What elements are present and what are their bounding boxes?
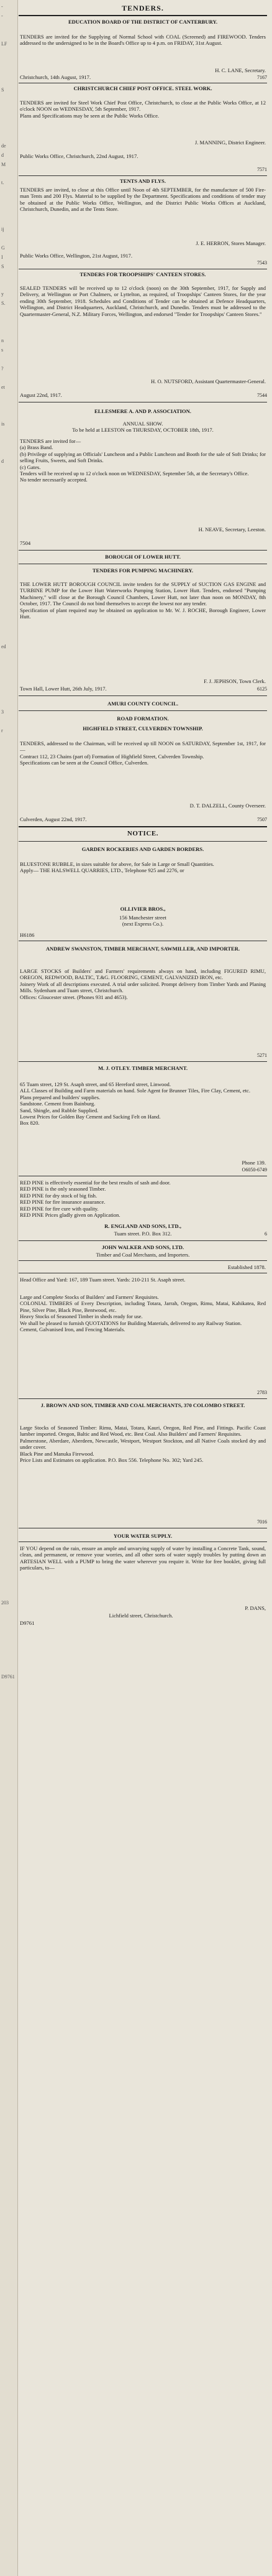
ad-ref-chief-post-office: 7571 — [257, 167, 267, 172]
edge-fragment: is — [1, 421, 5, 427]
ad-body-brown: Large Stocks of Seasoned Timber: Rimu, Matai, Totara, Kauri, Oregon, Red Pine, and Fittings. Pacific Coast lumber imported. Oregon, Baltic and Red Wood, etc. Best Coal. Also Builders' and Farmers' Requisites. Palmerstone, Aberdare, Aberdeen, Newcastle, Westport, Westport Stockton, and all Native Coals stocked dry and under cover. Black Pine and Manuka Firewood. Price Lists and Estimates on application. P.O. Box 556. Telephone No. 302; Yard 245. — [20, 1425, 266, 1464]
edge-fragment: ? — [1, 366, 4, 371]
edge-fragment: S — [1, 87, 4, 93]
ad-body-red-pine: RED PINE is effectively essential for the best results of sash and door. RED PINE is the only seasoned Timber. RED PINE for dry stock of big fish. RED PINE for fire insurance assurance. RED PINE for fire cure with quality. RED PINE Prices gladly given on Application. — [20, 1179, 171, 1219]
edge-fragment: S. — [1, 300, 6, 306]
ad-ref-canteen: 7544 — [257, 393, 267, 398]
ad-signature-lower-hutt: F. J. JEPHSON, Town Clerk. — [204, 678, 266, 684]
edge-fragment: et — [1, 384, 5, 390]
ad-body-swanston: LARGE STOCKS of Builders' and Farmers' requirements always on hand, including FIGURED RIMU, OREGON, REDWOOD, BALTIC, T.&G. FLOORING, CEMENT, GALVANIZED IRON, etc. Joinery Work of all descriptions executed. A trial order solicited. Prompt delivery from Timber Yards and Planing Mills. Sydenham and Tuam street, Christchurch. Offices: Gloucester street. (Phones 931 and 4653). — [20, 968, 266, 1000]
divider — [19, 15, 267, 16]
ad-body-tents: TENDERS are invited, to close at this Office until Noon of 4th SEPTEMBER, for the manufacture of 500 Fire-man Tents and 200 Flys. Material to be supplied by the Department. Specifications and conditions of tender may be obtained at the Public Works Office, Wellington, and the District Public Works Offices at Auckland, Christchurch, Dunedin, and at the Tents Store. — [20, 187, 266, 213]
edge-fragment: S — [1, 264, 4, 269]
ad-ref-brown: 7016 — [257, 1519, 267, 1525]
ad-title-waller: JOHN WALKER AND SONS, LTD. — [101, 1244, 184, 1250]
ad-title-notice: NOTICE. — [127, 830, 159, 837]
ad-ref-education-board: 7167 — [257, 75, 267, 80]
ad-head-office-waller: Head Office and Yard: 167, 189 Tuam street. Yards: 210-211 St. Asaph street. — [20, 1276, 186, 1283]
ad-date-amuri: Culverden, August 22nd, 1917. — [20, 816, 87, 822]
edge-fragment: de — [1, 143, 6, 149]
ad-signature-ellesmere: H. NEAVE, Secretary, Leeston. — [198, 526, 266, 532]
ad-title-water: YOUR WATER SUPPLY. — [113, 1533, 173, 1539]
ad-date-education-board: Christchurch, 14th August, 1917. — [20, 74, 91, 80]
ad-ref-water: D9761 — [20, 1620, 35, 1626]
divider — [19, 1240, 267, 1241]
divider — [19, 826, 267, 827]
ad-ref-england: 6 — [265, 1231, 267, 1237]
ad-signature-tents: J. E. HERRON, Stores Manager. — [196, 240, 266, 246]
ad-body-waller: Large and Complete Stocks of Builders' and Farmers' Requisites. COLONIAL TIMBERS of Every Description, including Totara, Jarrah, Oregon, Rimu, Matai, Kahikatea, Red Pine, Silver Pine, Black Pine, Bentwood, etc. Heavy Stocks of Seasoned Timber in sheds ready for use. We shall be pleased to furnish QUOTATIONS for Building Materials, delivered to any Railway Station. Cement, Galvanised Iron, and Fencing Materials. — [20, 1294, 266, 1333]
ad-subtitle-lower-hutt: TENDERS FOR PUMPING MACHINERY. — [92, 567, 194, 574]
ad-title-ollivier: OLLIVIER BROS., — [120, 906, 166, 912]
ad-title-swanston: ANDREW SWANSTON, TIMBER MERCHANT, SAWMILLER, AND IMPORTER. — [45, 946, 240, 952]
edge-fragment: n — [1, 338, 4, 343]
edge-fragment: LF — [1, 41, 7, 47]
ad-ref-tents: 7543 — [257, 260, 267, 266]
ad-signature-chief-post-office: J. MANNING, District Engineer. — [194, 139, 266, 146]
ad-signature-education-board: H. C. LANE, Secretary. — [215, 67, 266, 73]
ad-body-chief-post-office: TENDERS are invited for Steel Work Chief Post Office, Christchurch, to close at the Public Works Office, at 12 o'clock NOON on WEDNESDAY, 5th September, 1917. Plans and Specifications may be seen at the Public Works Office. — [20, 100, 266, 119]
divider — [19, 695, 267, 696]
ad-body-garden: BLUESTONE RUBBLE, in sizes suitable for above, for Sale in Large or Small Quantities. Apply— THE HALSWELL QUARRIES, LTD., Telephone 925 and 2276, or — [20, 861, 214, 874]
ad-body-england: Tuam street. P.O. Box 312. — [114, 1230, 172, 1237]
ad-body-otley: 65 Tuam street, 129 St. Asaph street, and 65 Hereford street, Linwood. ALL Classes of Building and Farm materials on hand. Sole Agent for Brunner Tiles, Fire Clay, Cement, etc. Plans prepared and builders' supplies. Sandstone. Cement from Bainburg. Sand, Shingle, and Rubble Supplied. Lowest Prices for Golden Bay Cement and Sacking Felt on Hand. Box 820. — [20, 1081, 250, 1127]
ad-title-otley: M. J. OTLEY. TIMBER MERCHANT. — [97, 1065, 188, 1071]
edge-fragment: d — [1, 458, 4, 464]
edge-fragment: ij — [1, 226, 4, 232]
ad-title-garden: GARDEN ROCKERIES AND GARDEN BORDERS. — [81, 846, 204, 852]
edge-fragment: D9761 — [1, 1674, 15, 1680]
edge-fragment: s — [1, 347, 4, 353]
edge-fragment: M — [1, 162, 6, 167]
ad-title-chief-post-office: CHRISTCHURCH CHIEF POST OFFICE. STEEL WORK. — [73, 85, 212, 91]
ad-established-waller: Established 1878. — [227, 1264, 266, 1270]
ad-subtitle2-amuri: HIGHFIELD STREET, CULVERDEN TOWNSHIP. — [83, 725, 203, 732]
ad-address-water: Lichfield street, Christchurch. — [109, 1612, 173, 1619]
edge-fragment: G — [1, 245, 5, 251]
ad-ref-ollivier: H6186 — [20, 932, 35, 938]
ad-body-canteen: SEALED TENDERS will be received up to 12 o'clock (noon) on the 30th September, 1917, for Supply and Delivery, at Wellington or Port Chalmers, or Lyttelton, as required, of Troopships' Canteen Stores, for the year ending 30th September, 1918. Schedules and Conditions of Tender can be obtained at Defence Headquarters, Wellington, and District Headquarters, Auckland, Christchurch, and Dunedin. Tenders must be addressed to the Quartermaster-General, N.Z. Military Forces, Wellington, and endorsed "Tender for Troopships' Canteen Stores." — [20, 285, 266, 317]
ad-date-canteen: August 22nd, 1917. — [20, 392, 62, 398]
divider — [19, 710, 267, 711]
ad-ref-lower-hutt: 6125 — [257, 686, 267, 692]
edge-fragment: d — [1, 152, 4, 158]
edge-fragment: y — [1, 291, 4, 297]
edge-fragment: t. — [1, 180, 4, 185]
ad-ref-ellesmere: 7504 — [20, 540, 31, 546]
divider — [19, 550, 267, 551]
ad-signature-water: P. DANS, — [245, 1605, 266, 1611]
section-heading-tenders: TENDERS. — [122, 4, 164, 12]
ad-title-tents: TENTS AND FLYS. — [120, 178, 166, 184]
divider — [19, 841, 267, 842]
ad-body-lower-hutt: THE LOWER HUTT BOROUGH COUNCIL invite tenders for the SUPPLY of SUCTION GAS ENGINE and TURBINE PUMP for the Lower Hutt Waterworks Pumping Station, Lower Hutt. Tenders, endorsed "Pumping Machinery," will close at the Borough Council Chambers, Lower Hutt, not later than noon on MONDAY, 8th October, 1917. The Council do not bind themselves to accept the lowest nor any tender. Specification of plant required may be obtained on application to Mr. W. J. ROCHE, Borough Engineer, Lower Hutt. — [20, 581, 266, 620]
ad-body-ollivier: 156 Manchester street (next Express Co.). — [119, 914, 166, 928]
edge-fragment: r — [1, 728, 3, 733]
edge-fragment: 203 — [1, 1600, 9, 1606]
edge-fragment: - — [1, 13, 3, 19]
divider — [19, 1260, 267, 1261]
ad-subtitle-waller: Timber and Coal Merchants, and Importers. — [96, 1252, 190, 1258]
ad-ref-amuri: 7507 — [257, 817, 267, 822]
ad-title-ellesmere: ELLESMERE A. AND P. ASSOCIATION. — [94, 408, 191, 414]
ad-title-education-board: EDUCATION BOARD OF THE DISTRICT OF CANTERBURY. — [68, 19, 218, 25]
edge-fragment: I — [1, 254, 3, 260]
ad-ref-otley: O6050-6749 — [242, 1167, 267, 1173]
ad-body-amuri: TENDERS, addressed to the Chairman, will be received up till NOON on SATURDAY, September 1st, 1917, for— Contract 112, 23 Chains (part of) Formation of Highfield Street, Culverden Township. Specifications can be seen at the Council Office, Culverden. — [20, 740, 266, 766]
ad-body-education-board: TENDERS are invited for the Supplying of Normal School with COAL (Screened) and FIREWOOD. Tenders addressed to the undersigned to be in the Board's Office up to 4 p.m. on FRIDAY, 31st August. — [20, 34, 266, 47]
ad-office-tents: Public Works Office, Wellington, 21st August, 1917. — [20, 253, 132, 259]
divider — [19, 1061, 267, 1062]
ad-title-amuri: AMURI COUNTY COUNCIL. — [107, 700, 179, 707]
ad-subtitle-amuri: ROAD FORMATION. — [117, 715, 169, 722]
ad-office-chief-post-office: Public Works Office, Christchurch, 22nd August, 1917. — [20, 153, 138, 159]
edge-fragment: ed — [1, 644, 6, 649]
ad-title-lower-hutt: BOROUGH OF LOWER HUTT. — [105, 554, 181, 560]
ad-ref-waller: 2783 — [257, 1390, 267, 1395]
ad-date-lower-hutt: Town Hall, Lower Hutt, 26th July, 1917. — [20, 686, 107, 692]
ad-body-water: IF YOU depend on the rain, ensure an ample and unvarying supply of water by installing a Concrete Tank, sound, clean, and permanent, or remove your worries, and all other sorts of water supply troubles by putting down an ARTESIAN WELL with a PUMP to bring the water wherever you require it. Write for free booklet, giving full particulars, to— — [20, 1545, 266, 1571]
ad-signature-amuri: D. T. DALZELL, County Overseer. — [189, 802, 266, 809]
divider — [19, 1398, 267, 1399]
ad-title-canteen: TENDERS FOR TROOPSHIPS' CANTEEN STORES. — [79, 271, 206, 277]
divider — [19, 175, 267, 176]
ad-ref-swanston: 5271 — [257, 1053, 267, 1058]
ad-title-brown: J. BROWN AND SON, TIMBER AND COAL MERCHANTS, 370 COLOMBO STREET. — [40, 1402, 245, 1408]
ad-phone-otley: Phone 139. — [242, 1160, 266, 1166]
edge-fragment: 3 — [1, 709, 4, 715]
divider — [19, 1541, 267, 1542]
ad-body-ellesmere: TENDERS are invited for— (a) Brass Band. (b) Privilege of supplying an Officials' Luncheon and a Public Luncheon and Booth for the sale of Soft Drinks; for selling Fruits, Sweets, and Soft Drinks. (c) Gates. Tenders will be received up to 12 o'clock noon on WEDNESDAY, September 5th, at the Secretary's Office. No tender necessarily accepted. — [20, 438, 266, 483]
edge-fragment: - — [1, 4, 3, 9]
ad-subtitle-ellesmere: ANNUAL SHOW. To be held at LEESTON on THURSDAY, OCTOBER 18th, 1917. — [72, 421, 214, 433]
ad-signature-canteen: H. O. NUTSFORD, Assistant Quartermaster-General. — [150, 378, 266, 384]
ad-title-england: R. ENGLAND AND SONS, LTD., — [104, 1223, 181, 1229]
